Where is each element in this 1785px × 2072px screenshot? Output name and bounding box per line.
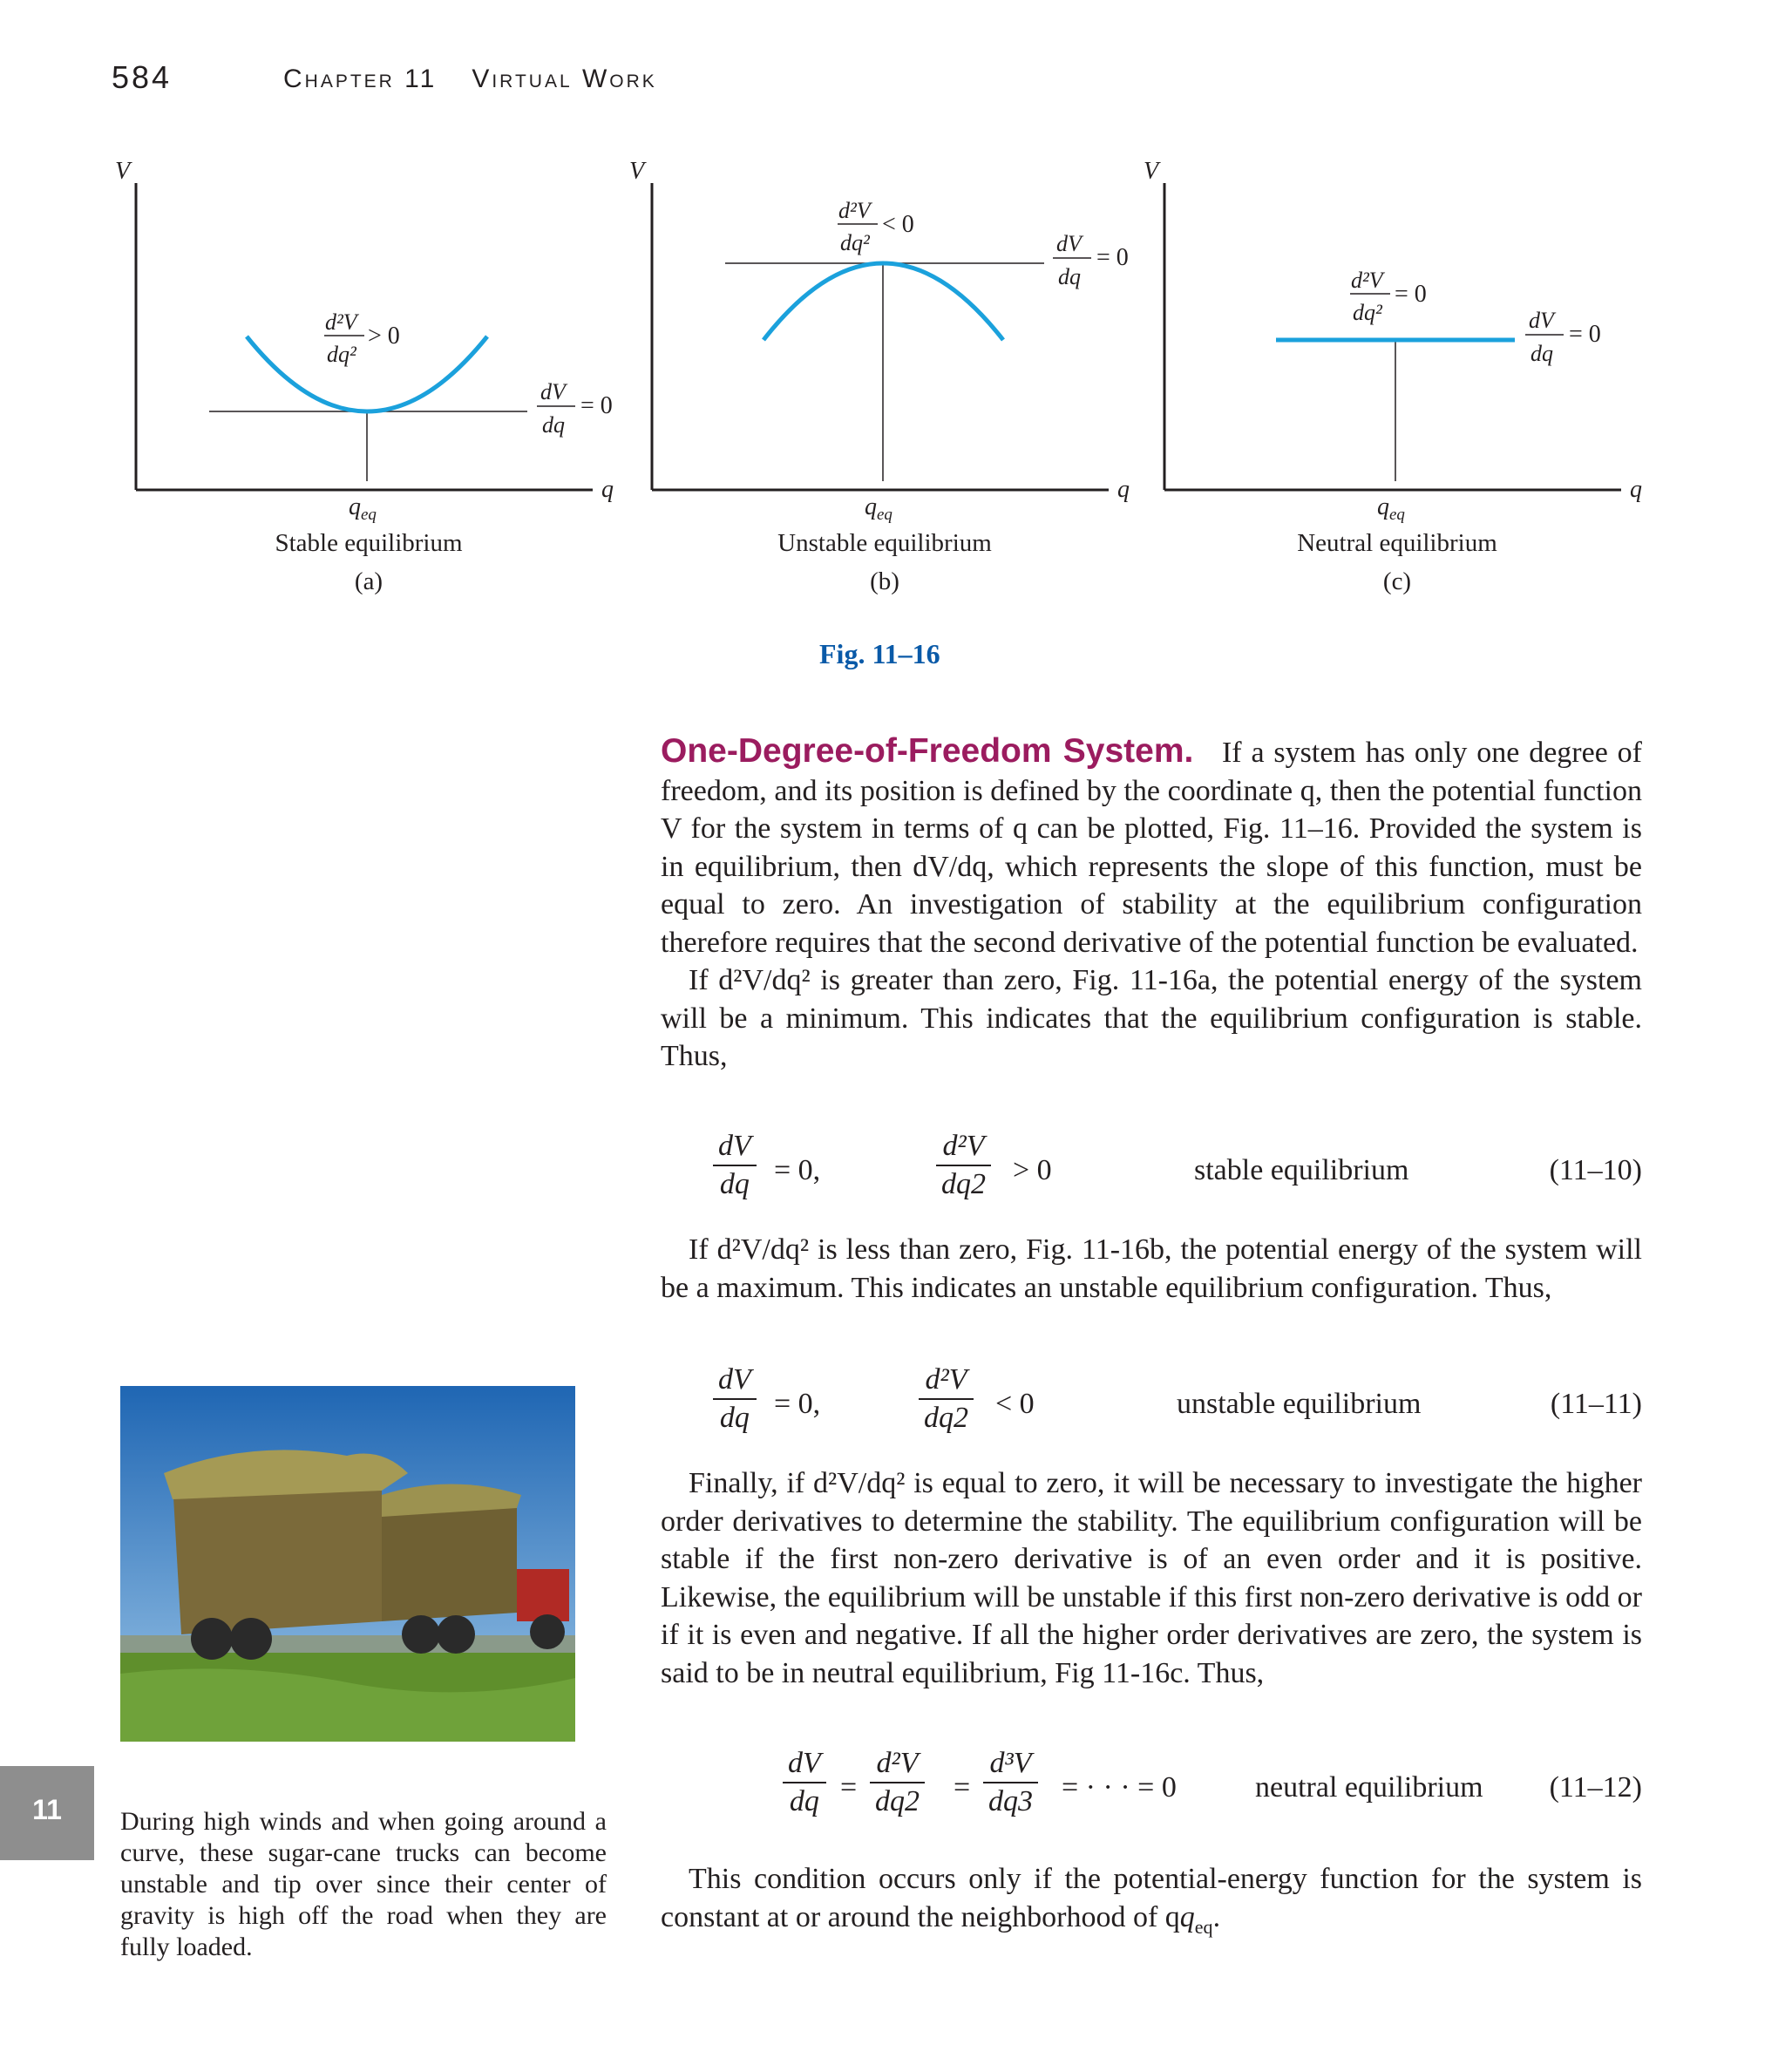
second-derivative-den: dq² <box>1353 300 1382 325</box>
second-derivative-num: d²V <box>325 309 357 335</box>
axis-q-label: q <box>601 476 614 503</box>
equation-11-12 <box>783 1747 1642 1831</box>
first-derivative-num: dV <box>540 379 566 404</box>
panel-letter: (c) <box>1382 567 1412 595</box>
photo-caption: During high winds and when going around a curve, these sugar-cane trucks can become unstable and tip over since their center of gravity is high off the road when they are fully loaded. <box>120 1807 607 1961</box>
fraction: $\frac{dV}{dq}$ <box>713 1363 757 1435</box>
chapter-label: Chapter 11 <box>283 65 438 93</box>
second-derivative-den: dq² <box>327 342 356 367</box>
relation: = <box>840 1771 858 1804</box>
axis-v-label: V <box>115 158 131 185</box>
first-derivative-rel: = 0 <box>580 392 613 419</box>
relation: = 0, <box>774 1388 821 1420</box>
section-block-1 <box>661 732 1642 1076</box>
first-derivative-rel: = 0 <box>1569 321 1601 348</box>
relation: < 0 <box>995 1388 1035 1420</box>
panel-letter: (b) <box>870 567 899 595</box>
equation-11-10 <box>713 1130 1642 1213</box>
section-heading: One-Degree-of-Freedom System. <box>661 732 1194 770</box>
equation-number: (11–11) <box>1550 1388 1642 1420</box>
axis-q-label: q <box>1630 476 1642 503</box>
paragraph-text: This condition occurs only if the potential-energy function for the system is constant at or around the neighborhood of q <box>661 1863 1642 1933</box>
figure-11-16 <box>0 148 1785 636</box>
axis-q-label: q <box>1117 476 1130 503</box>
chapter-title: Virtual Work <box>472 65 657 93</box>
second-derivative-rel: = 0 <box>1395 281 1427 308</box>
q-eq-label: $q_{eq}$ <box>865 493 892 524</box>
curve-stable <box>247 336 487 411</box>
first-derivative-rel: = 0 <box>1096 244 1129 271</box>
fraction: $\frac{\text{d³V}}{dq3}$ <box>983 1747 1038 1818</box>
equation-description: neutral equilibrium <box>1255 1771 1483 1804</box>
first-derivative-den: dq <box>1530 341 1553 366</box>
running-head <box>283 65 657 94</box>
fraction: $\frac{dV}{dq}$ <box>713 1130 757 1201</box>
paragraph: If d²V/dq² is greater than zero, Fig. 11-16a, the potential energy of the system will be a minimum. This indicates that the equilibrium configuration is stable. Thus, <box>661 964 1642 1072</box>
second-derivative-num: d²V <box>1351 268 1383 293</box>
second-derivative-rel: < 0 <box>882 211 914 238</box>
axis-v-label: V <box>629 158 645 185</box>
relation: = · · · = 0 <box>1062 1771 1177 1804</box>
fraction: $\frac{\text{d²V}}{dq2}$ <box>919 1363 974 1435</box>
sugar-cane-truck-photo <box>120 1386 575 1742</box>
panel-b <box>629 158 1130 595</box>
relation: = <box>954 1771 971 1804</box>
second-derivative-num: d²V <box>838 198 871 223</box>
first-derivative-num: dV <box>1056 231 1082 256</box>
equation-11-11 <box>713 1363 1642 1447</box>
second-derivative-den: dq² <box>840 230 870 255</box>
panel-state: Stable equilibrium <box>275 529 463 557</box>
figure-caption: Fig. 11–16 <box>819 638 940 669</box>
fraction: $\frac{\text{d²V}}{dq2}$ <box>936 1130 991 1201</box>
q-eq-label: $q_{eq}$ <box>1377 493 1405 524</box>
equation-number: (11–10) <box>1549 1154 1642 1186</box>
q-eq-label: $q_{eq}$ <box>349 493 377 524</box>
page-number: 584 <box>112 59 173 95</box>
section-block-3 <box>661 1464 1642 1692</box>
first-derivative-den: dq <box>1058 264 1081 289</box>
panel-state: Unstable equilibrium <box>777 529 992 557</box>
relation: > 0 <box>1013 1154 1052 1186</box>
paragraph-text: If a system has only one degree of freedom, and its position is defined by the coordinate q, then the potential function V for the system in terms of q can be plotted, Fig. 11–16. Provided the system is in equilibrium, then dV/dq, which represents the slope of this function, must be equal to zero. An investigation of stability at the equilibrium configuration therefore requires that the second derivative of the potential function be evaluated. <box>661 737 1642 959</box>
fraction: $\frac{\text{d²V}}{dq2}$ <box>870 1747 925 1818</box>
paragraph: Finally, if d²V/dq² is equal to zero, it will be necessary to investigate the higher order derivatives to determine the stability. The equilibrium configuration will be stable if the first non-zero derivative is of an even order and it is positive. Likewise, the equilibrium will be unstable if this first non-zero derivative is odd or if it is even and negative. If all the higher order derivatives are zero, the system is said to be in neutral equilibrium, Fig 11-16c. Thus, <box>661 1467 1642 1689</box>
panel-c <box>1144 158 1642 595</box>
section-block-2 <box>661 1231 1642 1307</box>
panel-a <box>115 158 614 595</box>
axis-v-label: V <box>1144 158 1159 185</box>
equation-description: stable equilibrium <box>1194 1154 1409 1186</box>
paragraph: If d²V/dq² is less than zero, Fig. 11-16b, the potential energy of the system will be a maximum. This indicates an unstable equilibrium configuration. Thus, <box>661 1233 1642 1304</box>
panel-letter: (a) <box>354 567 383 595</box>
equation-number: (11–12) <box>1549 1771 1642 1804</box>
relation: = 0, <box>774 1154 821 1186</box>
section-block-4 <box>661 1860 1642 1946</box>
chapter-tab: 11 <box>0 1766 94 1860</box>
paragraph <box>661 732 1642 961</box>
paragraph: This condition occurs only if the potential-energy function for the system is constant at or around the neighborhood of $qq_{eq}$. <box>661 1863 1642 1938</box>
panel-state: Neutral equilibrium <box>1297 529 1497 557</box>
first-derivative-num: dV <box>1529 308 1554 333</box>
equation-description: unstable equilibrium <box>1177 1388 1422 1420</box>
second-derivative-rel: > 0 <box>368 323 400 350</box>
first-derivative-den: dq <box>542 412 565 438</box>
fraction: $\frac{dV}{dq}$ <box>783 1747 826 1818</box>
